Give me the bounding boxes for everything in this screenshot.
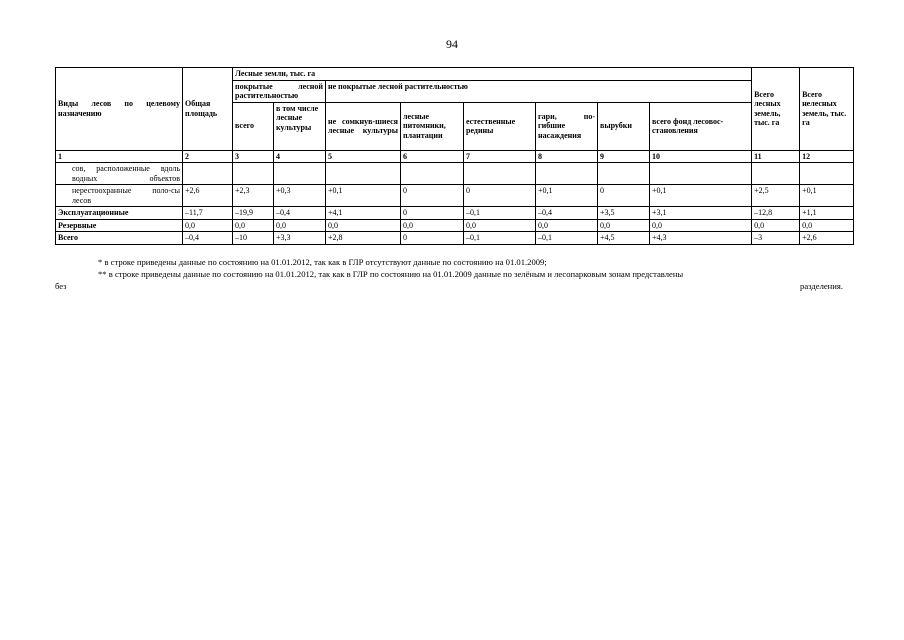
- table-cell: [536, 163, 598, 185]
- table-row: [56, 185, 854, 207]
- table-cell: +3,5: [598, 207, 650, 220]
- forest-land-table: [55, 67, 854, 245]
- table-cell: 0: [598, 185, 650, 207]
- table-cell: 0,0: [326, 219, 401, 232]
- table-cell: 0,0: [274, 219, 326, 232]
- footnote-2-word-left: без: [55, 281, 67, 291]
- table-cell: 0,0: [183, 219, 233, 232]
- table-cell: +2,6: [800, 232, 854, 245]
- table-cell: [752, 163, 800, 185]
- header-not-covered: не покрытые лесной растительностью: [326, 80, 752, 102]
- table-cell: [183, 163, 233, 185]
- column-number: 4: [274, 150, 326, 163]
- table-cell: 0,0: [464, 219, 536, 232]
- table-cell: 0,0: [401, 219, 464, 232]
- table-cell: –0,1: [464, 207, 536, 220]
- header-nurseries: лесные питомники, плантации: [401, 102, 464, 150]
- footnote-2-word-right: разделения.: [800, 281, 843, 291]
- header-covered-cultures: в том числе лесные культуры: [274, 102, 326, 150]
- table-cell: 0: [401, 185, 464, 207]
- header-unclosed-cultures: не сомкнув-шиеся лесные культуры: [326, 102, 401, 150]
- table-cell: [274, 163, 326, 185]
- header-covered: покрытые лесной растительностью: [233, 80, 326, 102]
- header-reforestation-fund: всего фонд лесовос-становления: [650, 102, 752, 150]
- table-cell: [233, 163, 274, 185]
- column-number: 5: [326, 150, 401, 163]
- table-cell: 0: [464, 185, 536, 207]
- header-clearings: вырубки: [598, 102, 650, 150]
- table-row: [56, 219, 854, 232]
- table-cell: 0,0: [233, 219, 274, 232]
- header-forest-lands: Лесные земли, тыс. га: [233, 68, 752, 81]
- table-cell: 0,0: [752, 219, 800, 232]
- table-cell: +3,3: [274, 232, 326, 245]
- table-cell: –19,9: [233, 207, 274, 220]
- table-cell: –10: [233, 232, 274, 245]
- table-cell: [401, 163, 464, 185]
- table-cell: +0,1: [326, 185, 401, 207]
- column-number: 12: [800, 150, 854, 163]
- header-total-area: Общая площадь: [183, 68, 233, 151]
- header-total-nonforest-lands: Всего нелесных земель, тыс. га: [800, 68, 854, 151]
- column-number: 7: [464, 150, 536, 163]
- table-cell: 0: [401, 232, 464, 245]
- row-label: Эксплуатационные: [56, 207, 183, 220]
- header-natural-sparse: естественные редины: [464, 102, 536, 150]
- table-cell: +2,8: [326, 232, 401, 245]
- column-number: 10: [650, 150, 752, 163]
- table-row: [56, 232, 854, 245]
- table-cell: –3: [752, 232, 800, 245]
- row-label: сов, расположенные вдоль водных объектов: [56, 163, 183, 185]
- table-cell: –0,1: [536, 232, 598, 245]
- column-number: 2: [183, 150, 233, 163]
- table-cell: +1,1: [800, 207, 854, 220]
- table-cell: +0,1: [800, 185, 854, 207]
- table-cell: –12,8: [752, 207, 800, 220]
- row-label: Резервные: [56, 219, 183, 232]
- table-row: [56, 207, 854, 220]
- column-number: 3: [233, 150, 274, 163]
- table-cell: +0,1: [536, 185, 598, 207]
- row-label: Всего: [56, 232, 183, 245]
- column-number: 8: [536, 150, 598, 163]
- table-cell: 0: [401, 207, 464, 220]
- header-forest-type: Виды лесов по целевому назначению: [56, 68, 183, 151]
- table-cell: [326, 163, 401, 185]
- row-label: нерестоохранные поло-сы лесов: [56, 185, 183, 207]
- table-cell: –11,7: [183, 207, 233, 220]
- table-cell: +4,1: [326, 207, 401, 220]
- header-burnt-dead: гари, по-гибшие насаждения: [536, 102, 598, 150]
- table-cell: +4,3: [650, 232, 752, 245]
- table-cell: +0,3: [274, 185, 326, 207]
- table-cell: 0,0: [650, 219, 752, 232]
- table-cell: [464, 163, 536, 185]
- table-cell: +2,5: [752, 185, 800, 207]
- table-cell: –0,4: [183, 232, 233, 245]
- header-covered-all: всего: [233, 102, 274, 150]
- header-total-forest-lands: Всего лесных земель, тыс. га: [752, 68, 800, 151]
- column-number: 9: [598, 150, 650, 163]
- column-number: 1: [56, 150, 183, 163]
- table-cell: +3,1: [650, 207, 752, 220]
- column-number: 6: [401, 150, 464, 163]
- table-cell: +2,3: [233, 185, 274, 207]
- table-cell: +0,1: [650, 185, 752, 207]
- column-number: 11: [752, 150, 800, 163]
- table-cell: 0,0: [598, 219, 650, 232]
- column-number-row: [56, 150, 854, 163]
- table-cell: [800, 163, 854, 185]
- table-cell: +2,6: [183, 185, 233, 207]
- table-cell: –0,4: [274, 207, 326, 220]
- footnote-1: * в строке приведены данные по состоянию на 01.01.2012, так как в ГЛР отсутствуют данные по состоянию на 01.01.2009;: [98, 257, 547, 267]
- table-cell: [650, 163, 752, 185]
- table-cell: 0,0: [800, 219, 854, 232]
- page-number: 94: [446, 37, 458, 51]
- table-cell: 0,0: [536, 219, 598, 232]
- footnotes: [55, 256, 843, 292]
- table-row: [56, 163, 854, 185]
- footnote-2-continuation: [55, 280, 843, 292]
- table-cell: [598, 163, 650, 185]
- table-cell: –0,4: [536, 207, 598, 220]
- footnote-2: ** в строке приведены данные по состоянию на 01.01.2012, так как в ГЛР по состоянию на 01.01.2009 данные по зелёным и лесопарковым зонам представлены: [98, 269, 684, 279]
- table-cell: +4,5: [598, 232, 650, 245]
- table-cell: –0,1: [464, 232, 536, 245]
